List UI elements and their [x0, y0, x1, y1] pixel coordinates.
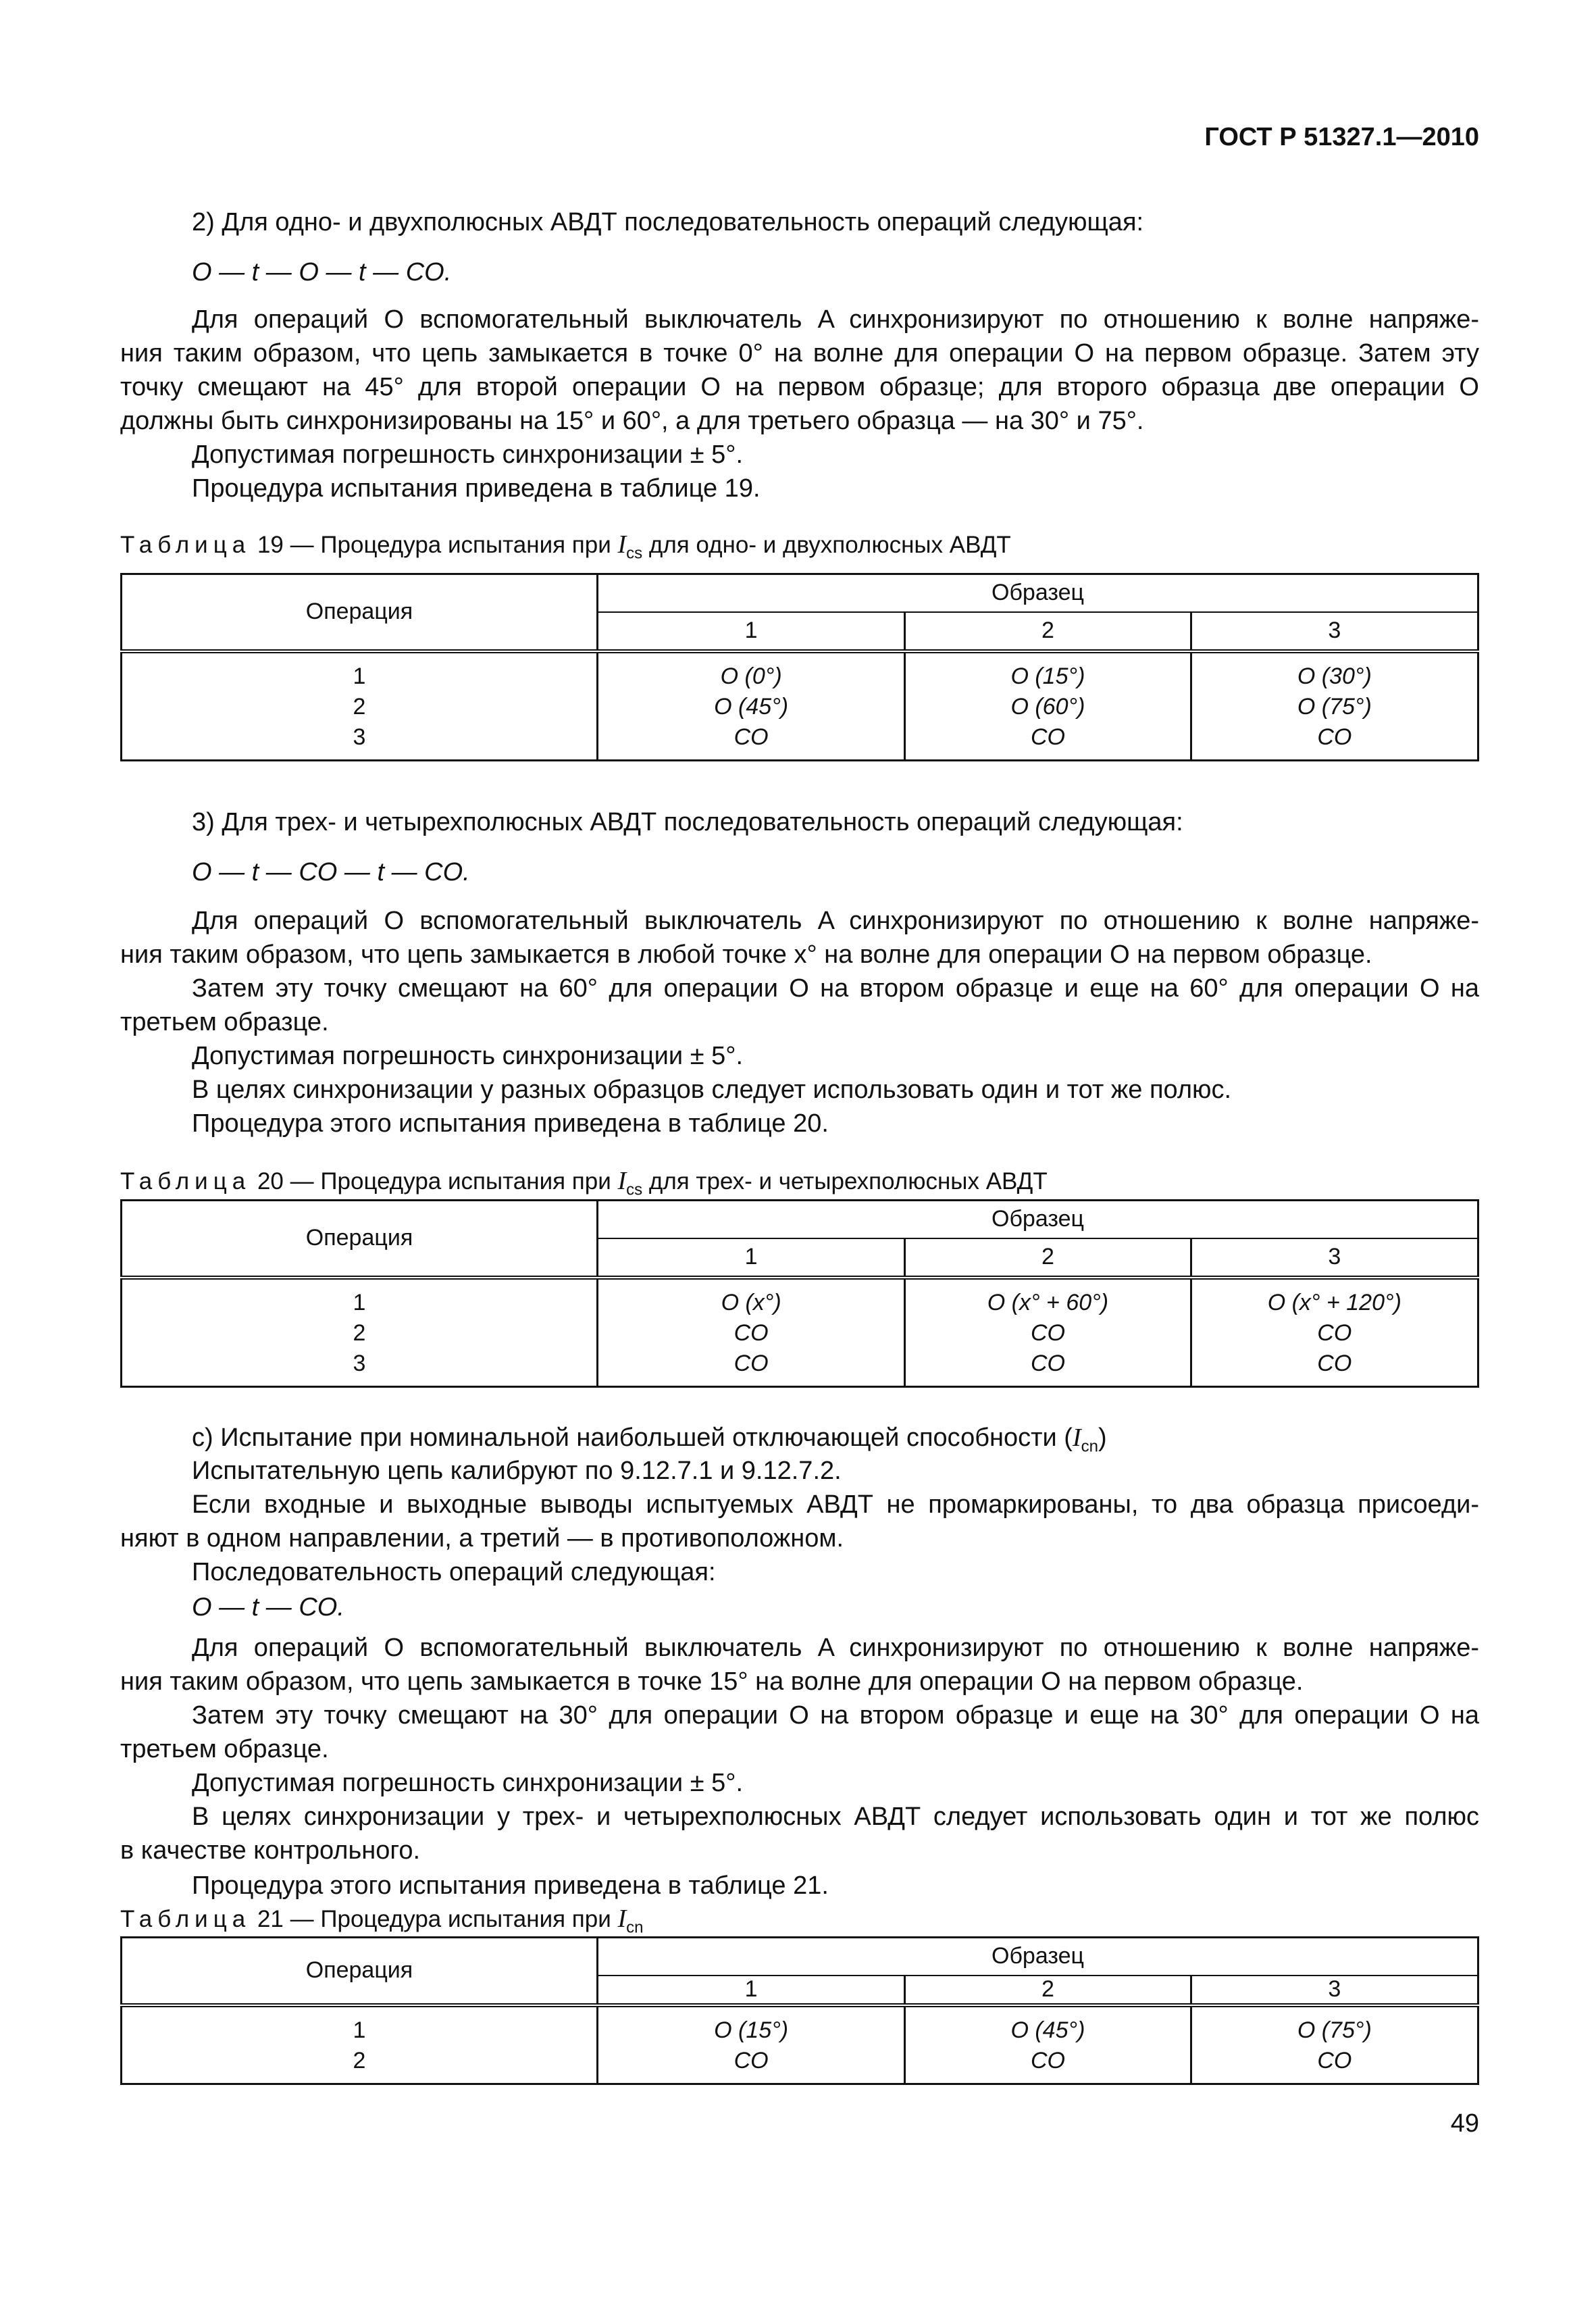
sectionC-tolerance: Допустимая погрешность синхронизации ± 5°. — [192, 1769, 743, 1797]
table21-header-operation: Операция — [122, 1938, 598, 2005]
table19-caption: Таблица 19 — Процедура испытания при $I_{cs}$ для одно- и двухполюсных АВДТ — [120, 530, 1011, 563]
table19 — [120, 573, 1479, 761]
table20-caption: Таблица 20 — Процедура испытания при $I_{cs}$ для трех- и четырехполюсных АВДТ — [120, 1167, 1048, 1199]
sectionC-pole-line: В целях синхронизации у трех- и четырехполюсных АВДТ следует использовать один и тот же полюс — [192, 1803, 1479, 1831]
table19-operations: 1 2 3 — [122, 651, 598, 761]
table20-header-sample: Образец — [598, 1201, 1478, 1238]
section3-pole: В целях синхронизации у разных образцов следует использовать один и тот же полюс. — [192, 1076, 1232, 1104]
sectionC-paragraph-line: ния таким образом, что цепь замыкается в точке 15° на волне для операции O на первом образце. — [120, 1667, 1304, 1696]
sectionC-pole-line: в качестве контрольного. — [120, 1836, 421, 1865]
table19-sample-col: 1 — [597, 612, 904, 651]
document-header: ГОСТ Р 51327.1—2010 — [1204, 123, 1479, 151]
sectionC-terminals-line: няют в одном направлении, а третий — в противоположном. — [120, 1524, 844, 1553]
table19-header-operation: Операция — [122, 574, 598, 651]
table21-operations: 1 2 — [122, 2005, 598, 2084]
page-number: 49 — [1450, 2109, 1479, 2138]
section2-paragraph-line: точку смещают на 45° для второй операции O на первом образце; для второго образца две операции O — [120, 373, 1479, 401]
table20-sample-col: 3 — [1191, 1238, 1478, 1278]
table20-cell: O (x° + 120°) CO CO — [1191, 1278, 1478, 1387]
table21 — [120, 1936, 1479, 2085]
section3-paragraph-line: Затем эту точку смещают на 60° для операции O на втором образце и еще на 60° для операции O на — [192, 974, 1479, 1003]
section3-intro: 3) Для трех- и четырехполюсных АВДТ последовательность операций следующая: — [192, 808, 1183, 836]
section2-paragraph-line: должны быть синхронизированы на 15° и 60°, а для третьего образца — на 30° и 75°. — [120, 407, 1144, 435]
section3-reference: Процедура этого испытания приведена в таблице 20. — [192, 1109, 829, 1138]
table19-cell: O (15°) O (60°) CO — [905, 651, 1191, 761]
section3-sequence: O — t — CO — t — CO. — [192, 858, 470, 886]
sectionC-terminals-line: Если входные и выходные выводы испытуемых АВДТ не промаркированы, то два образца присоеди- — [192, 1490, 1479, 1519]
section2-intro: 2) Для одно- и двухполюсных АВДТ последовательность операций следующая: — [192, 208, 1144, 236]
section3-paragraph-line: ния таким образом, что цепь замыкается в любой точке x° на волне для операции O на первом образце. — [120, 940, 1372, 969]
table20-cell: O (x° + 60°) CO CO — [905, 1278, 1191, 1387]
sectionC-paragraph-line: третьем образце. — [120, 1735, 329, 1763]
sectionC-paragraph-line: Для операций O вспомогательный выключатель A синхронизируют по отношению к волне напряже- — [192, 1634, 1479, 1662]
section2-reference: Процедура испытания приведена в таблице 19. — [192, 474, 761, 503]
table19-cell: O (0°) O (45°) CO — [597, 651, 904, 761]
section2-tolerance: Допустимая погрешность синхронизации ± 5°. — [192, 441, 743, 469]
section2-sequence: O — t — O — t — CO. — [192, 258, 452, 286]
table19-sample-col: 2 — [905, 612, 1191, 651]
table20-header-operation: Операция — [122, 1201, 598, 1278]
sectionC-reference: Процедура этого испытания приведена в таблице 21. — [192, 1871, 829, 1900]
section2-paragraph-line: ния таким образом, что цепь замыкается в точке 0° на волне для операции O на первом образце. Затем эту — [120, 339, 1479, 368]
table21-sample-col: 3 — [1191, 1976, 1478, 2005]
sectionC-sequence-intro: Последовательность операций следующая: — [192, 1558, 716, 1586]
table19-cell: O (30°) O (75°) CO — [1191, 651, 1478, 761]
table20-sample-col: 1 — [598, 1238, 905, 1278]
table21-caption: Таблица 21 — Процедура испытания при $I_{cn}$ — [120, 1905, 644, 1937]
table21-sample-col: 2 — [905, 1976, 1191, 2005]
table20-sample-col: 2 — [905, 1238, 1191, 1278]
sectionC-paragraph-line: Затем эту точку смещают на 30° для операции O на втором образце и еще на 30° для операции O на — [192, 1701, 1479, 1730]
table21-cell: O (15°) CO — [597, 2005, 904, 2084]
table21-header-sample: Образец — [597, 1938, 1478, 1976]
section3-tolerance: Допустимая погрешность синхронизации ± 5°. — [192, 1042, 743, 1070]
sectionC-calibration: Испытательную цепь калибруют по 9.12.7.1 и 9.12.7.2. — [192, 1457, 842, 1485]
table19-sample-col: 3 — [1191, 612, 1478, 651]
sectionC-title: c) Испытание при номинальной наибольшей отключающей способности $(I_{cn})$ — [192, 1424, 1107, 1456]
section2-paragraph-line: Для операций O вспомогательный выключатель A синхронизируют по отношению к волне напряже- — [192, 305, 1479, 334]
sectionC-sequence: O — t — CO. — [192, 1593, 344, 1621]
section3-paragraph-line: третьем образце. — [120, 1008, 329, 1036]
table20-cell: O (x°) CO CO — [598, 1278, 905, 1387]
table19-header-sample: Образец — [597, 574, 1478, 612]
section3-paragraph-line: Для операций O вспомогательный выключатель A синхронизируют по отношению к волне напряже- — [192, 907, 1479, 935]
table20-operations: 1 2 3 — [122, 1278, 598, 1387]
table20 — [120, 1199, 1479, 1388]
table21-cell: O (75°) CO — [1191, 2005, 1478, 2084]
table21-sample-col: 1 — [597, 1976, 904, 2005]
table21-cell: O (45°) CO — [905, 2005, 1191, 2084]
